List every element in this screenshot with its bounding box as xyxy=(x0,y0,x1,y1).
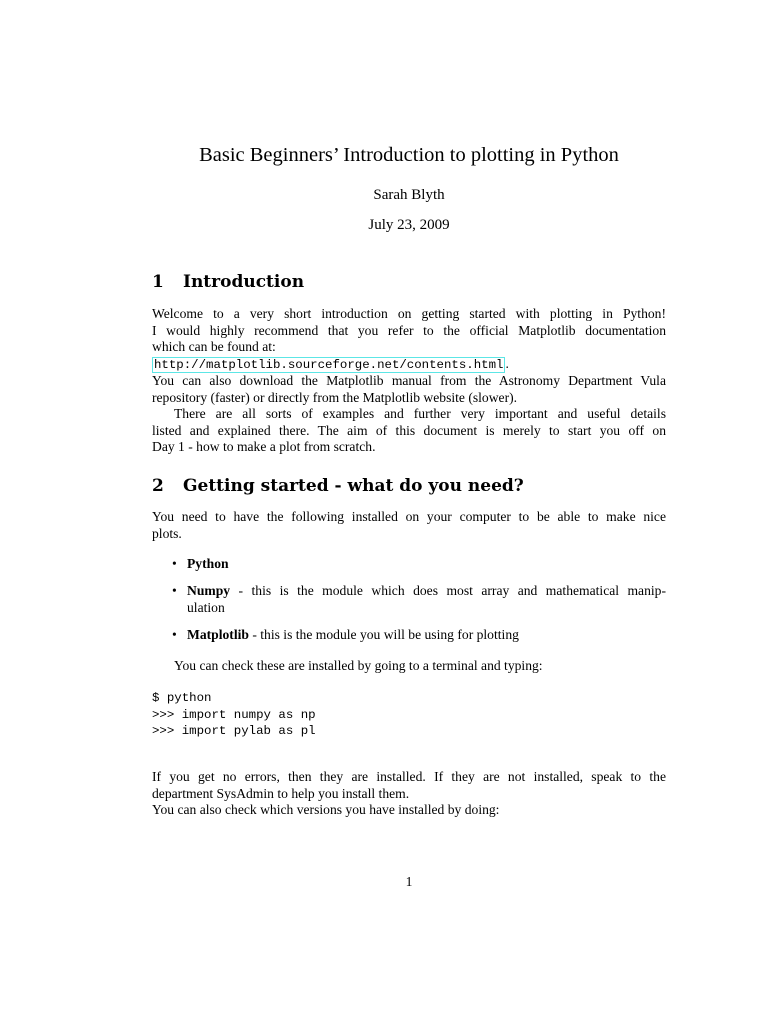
section-2-heading xyxy=(152,476,524,496)
list-item xyxy=(172,583,666,616)
section-1-heading xyxy=(152,272,304,292)
document-author: Sarah Blyth xyxy=(373,187,445,203)
text-line: listed and explained there. The aim of this document is merely to start you off on xyxy=(152,422,666,438)
text-line: You can also check which versions you have installed by doing: xyxy=(152,802,500,817)
text-line: If you get no errors, then they are installed. If they are not installed, speak to the xyxy=(152,769,666,784)
code-line: >>> import numpy as np xyxy=(152,707,316,722)
page-number: 1 xyxy=(405,874,413,889)
bullet-icon: • xyxy=(172,583,177,598)
text-line: You can check these are installed by going to a terminal and typing: xyxy=(174,658,543,673)
section-number: 2 xyxy=(152,476,164,496)
text-line: which can be found at: xyxy=(152,339,276,354)
code-block xyxy=(152,690,316,740)
section-number: 1 xyxy=(152,272,164,292)
text-line: You need to have the following installed on your computer to be able to make nice xyxy=(152,509,666,524)
text-line: You can also download the Matplotlib manual from the Astronomy Department Vula xyxy=(152,373,666,388)
url-suffix: . xyxy=(505,355,509,371)
list-item-desc: ulation xyxy=(187,599,225,615)
bullet-icon: • xyxy=(172,627,177,642)
text-line: department SysAdmin to help you install them. xyxy=(152,785,410,801)
document-title: Basic Beginners’ Introduction to plotting in Python xyxy=(199,144,619,166)
list-item-desc: - this is the module which does most array and mathematical manip- xyxy=(230,583,666,598)
text-line: I would highly recommend that you refer to the official Matplotlib documentation xyxy=(152,322,666,338)
section-title: Getting started - what do you need? xyxy=(183,476,524,496)
code-line: >>> import pylab as pl xyxy=(152,724,316,738)
text-line: Day 1 - how to make a plot from scratch. xyxy=(152,439,376,454)
document-date: July 23, 2009 xyxy=(368,217,450,233)
bullet-icon: • xyxy=(172,556,177,571)
documentation-link[interactable]: http://matplotlib.sourceforge.net/contents.html xyxy=(154,357,504,372)
check-instruction xyxy=(152,658,666,675)
list-item xyxy=(172,556,666,573)
list-item-term: Python xyxy=(187,556,229,571)
section-title: Introduction xyxy=(183,272,305,292)
code-line: $ python xyxy=(152,691,212,705)
list-item xyxy=(172,627,666,644)
list-item-line xyxy=(187,583,666,600)
section-2-intro xyxy=(152,509,666,542)
text-line: There are all sorts of examples and further very important and useful details xyxy=(174,406,666,421)
section-1-paragraph-1 xyxy=(152,306,666,456)
list-item-term: Matplotlib xyxy=(187,627,249,642)
list-item-term: Numpy xyxy=(187,583,231,598)
text-line: Welcome to a very short introduction on getting started with plotting in Python! xyxy=(152,306,666,321)
url-line xyxy=(152,356,666,374)
text-line: repository (faster) or directly from the Matplotlib website (slower). xyxy=(152,389,518,405)
section-2-after-code xyxy=(152,769,666,819)
text-line: plots. xyxy=(152,525,182,541)
list-item-desc: - this is the module you will be using for plotting xyxy=(248,627,519,642)
